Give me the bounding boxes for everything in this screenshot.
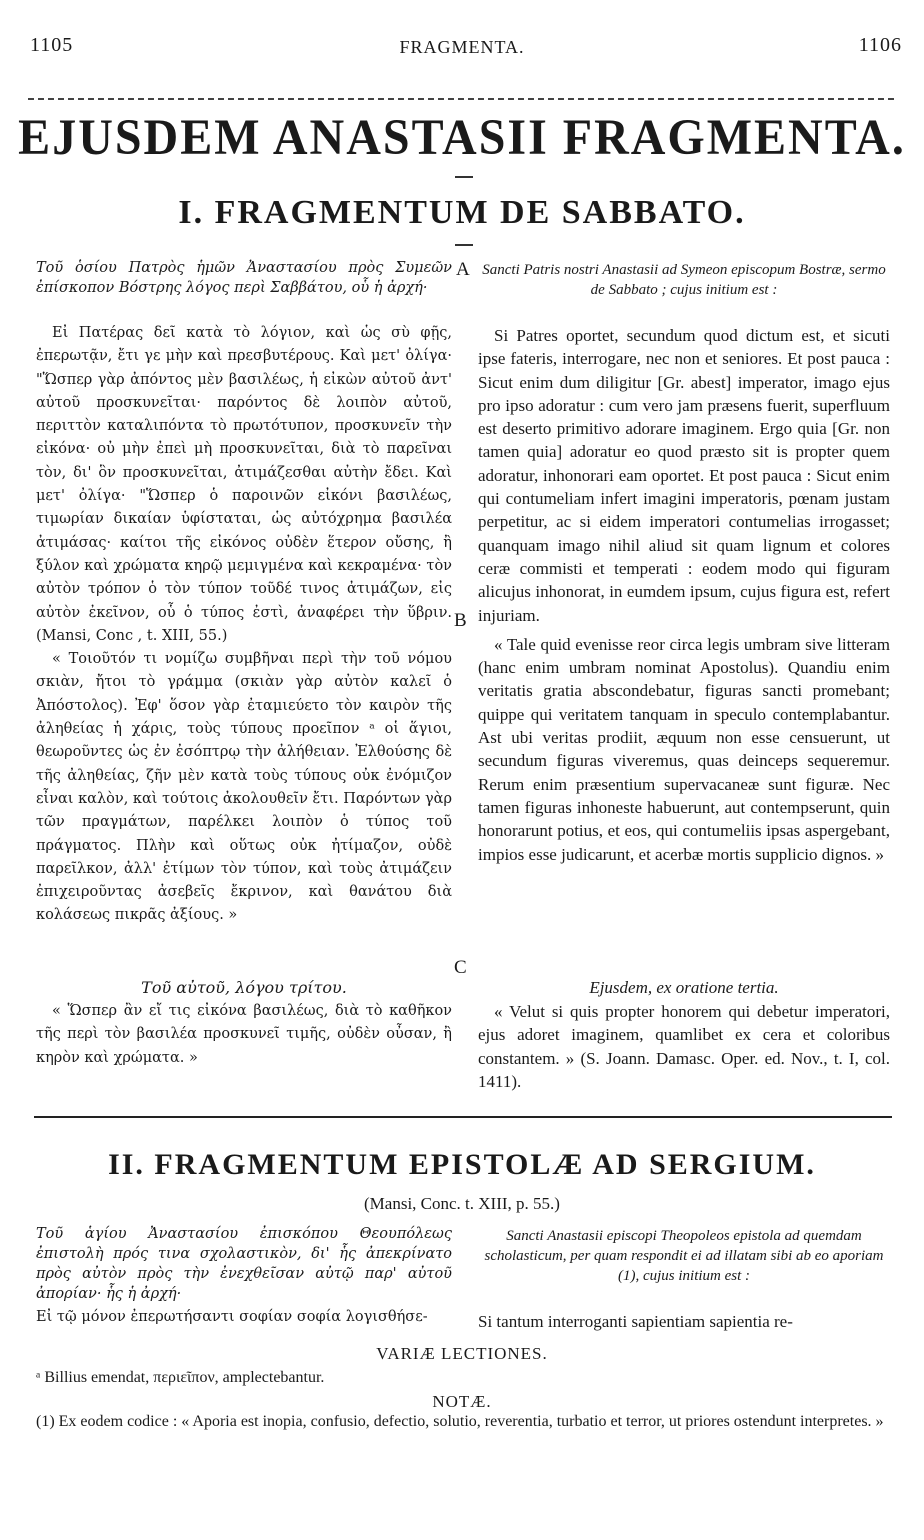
section2-latin-intro: Sancti Anastasii episcopi Theopoleos epistola ad quemdam scholasticum, per quam respondit ei ad illatam sibi ab eo aporiam (1), cujus initium est : <box>484 1228 884 1284</box>
latin-paragraph-3: « Velut si quis propter honorem qui debetur imperatori, ejus adoret imaginem, quamlibet ex cera et coloribus constantem. » (S. Joann. Damasc. Oper. ed. Nov., t. I, col. 1411). <box>478 1002 890 1091</box>
latin-paragraph-2: « Tale quid evenisse reor circa legis umbram sive litteram (hanc enim umbram nominat Apostolus). Quandiu enim veritatis gratia abscondebatur, figuras sancti promebant; quippe qui veritatem tanquam in speculo contemplabantur. Ast ubi veritas prodiit, æquum non esse censuerunt, ut secundum figuras viveremus, quas deinceps sequeremur. Rerum enim præsentium supervacaneæ sunt figuræ. Nec tamen figuras inhoneste habuerunt, aut contempserunt, quin honorarunt potius, et eos, qui contumeliis ipsas aspergebant, impios esse judicarunt, et acerbæ mortis supplicio dignos. » <box>478 634 890 864</box>
notae-text: (1) Ex eodem codice : « Aporia est inopia, confusio, defectio, solutio, reverentia, turbatio et terror, ut priores ostendunt interpretes. » <box>36 1413 884 1430</box>
latin-intro: Sancti Patris nostri Anastasii ad Symeon episcopum Bostræ, sermo de Sabbato ; cujus initium est : <box>482 262 886 298</box>
latin-column-2 <box>478 1000 890 1093</box>
section2-greek-intro: Τοῦ ἁγίου Ἀναστασίου ἐπισκόπου Θεουπόλεως ἐπιστολὴ πρός τινα σχολαστικὸν, δι' ἧς ἀπεκρίνατο πρὸς αὐτὸν πρὸς τὴν ἐνεχθεῖσαν αὐτῷ παρ' αὐτοῦ ἀπορίαν· ἧς ἡ ἀρχή· <box>36 1226 452 1302</box>
section2-greek-text: Εἰ τῷ μόνον ἐπερωτήσαντι σοφίαν σοφία λογισθήσε- <box>36 1309 428 1325</box>
latin-subheading: Ejusdem, ex oratione tertia. <box>589 978 779 997</box>
latin-column-1 <box>478 324 890 866</box>
greek-subheading: Τοῦ αὐτοῦ, λόγου τρίτου. <box>141 978 347 997</box>
latin-paragraph-1: Si Patres oportet, secundum quod dictum est, et sicuti ipse fateris, interrogare, nec non et seniores. Et post pauca : Sicut enim dum diligitur [Gr. abest] imperator, imago ejus pro ipso adoratur : cum vero jam præsens fuerit, superfluum est deserto primitivo adorare imaginem. Ergo quia [Gr. non tamen quia] adoratur eo quod præsto sit is propter quem adoratur, inhonorari eam oportet. Et post pauca : Sicut enim qui contumeliam infert imagini imperatoris, pœnam justam perpetitur, ac si eidem imperatori contumelias irrogasset; quanquam imago nihil aliud sit quam lignum et colores ceræ commisti et temperati : eodem modo qui figuram alicujus inhonorat, in eumdem ipsum, cujus figura est, refert injuriam. <box>478 326 890 625</box>
section1-separator <box>455 244 473 246</box>
greek-column-1 <box>36 322 452 928</box>
title-separator <box>455 176 473 178</box>
main-title: EJUSDEM ANASTASII FRAGMENTA. <box>18 109 906 166</box>
greek-intro: Τοῦ ὁσίου Πατρὸς ἡμῶν Ἀναστασίου πρὸς Συμεῶν ἐπίσκοπον Βόστρης λόγος περὶ Σαββάτου, οὗ ἡ ἀρχή· <box>36 260 452 296</box>
section2-latin-text: Si tantum interroganti sapientiam sapientia re- <box>478 1312 793 1331</box>
page-number-right: 1106 <box>858 34 902 56</box>
greek-paragraph-2: « Τοιοῦτόν τι νομίζω συμβῆναι περὶ τὴν τοῦ νόμου σκιὰν, ἤτοι τὸ γράμμα (σκιὰν γὰρ αὐτὸν καλεῖ ὁ Ἀπόστολος). Ἐφ' ὅσον γὰρ ἐταμιεύετο τὸν καιρὸν τῆς ἀληθείας ἡ χάρις, τοὺς τύπους προεῖπον ᵃ οἱ ἅγιοι, θεωροῦντες ὡς ἐν ἐσόπτρῳ τὴν ἀλήθειαν. Ἐλθούσης δὲ τῆς ἀληθείας, ζῆν μὲν κατὰ τοὺς τύπους οὐκ ἐνόμιζον εἶναι καλὸν, καὶ τούτοις ἀκολουθεῖν ἔτι. Παρόντων γὰρ τῶν πραγμάτων, παρέλκει λοιπὸν ὁ τύπος τοῦ πράγματος. Πλὴν καὶ οὕτως οὐκ ἠτίμαζον, οὐδὲ παρεῖλκον, ἀλλ' ἐτίμων τὸν τύπον, καὶ τοὺς ἀτιμάζειν ἐπιχειροῦντας ἀσεβεῖς ἔκρινον, καὶ θανάτου διὰ κολάσεως πικρᾶς ἀξίους. » <box>36 651 452 924</box>
column-marker-b: B <box>454 610 467 631</box>
header-rule <box>28 98 894 100</box>
variae-text: ᵃ Billius emendat, περιεῖπον, amplectebantur. <box>36 1369 325 1386</box>
section2-title: II. FRAGMENTUM EPISTOLÆ AD SERGIUM. <box>108 1148 816 1181</box>
page-number-left: 1105 <box>30 34 74 56</box>
column-marker-a: A <box>456 259 470 280</box>
column-marker-c: C <box>454 957 467 978</box>
section-divider <box>34 1116 892 1118</box>
section2-source: (Mansi, Conc. t. XIII, p. 55.) <box>364 1194 560 1213</box>
greek-column-2 <box>36 1000 452 1070</box>
greek-paragraph-3: « Ὥσπερ ἂν εἴ τις εἰκόνα βασιλέως, διὰ τὸ καθῆκον τῆς περὶ τὸν βασιλέα προσκυνεῖ τιμῆς, οὐδὲν οὖσαν, ἢ κηρὸν καὶ χρώματα. » <box>36 1003 452 1066</box>
running-title: FRAGMENTA. <box>399 37 525 57</box>
notae-heading: NOTÆ. <box>432 1392 492 1411</box>
variae-heading: VARIÆ LECTIONES. <box>376 1344 548 1363</box>
section1-title: I. FRAGMENTUM DE SABBATO. <box>178 194 746 231</box>
greek-paragraph-1: Εἰ Πατέρας δεῖ κατὰ τὸ λόγιον, καὶ ὡς σὺ φῇς, ἐπερωτᾷν, ἔτι γε μὴν καὶ πρεσβυτέρους. Καὶ μετ' ὀλίγα· "Ὥσπερ γὰρ ἀπόντος μὲν βασιλέως, ἡ εἰκὼν αὐτοῦ ἀντ' αὐτοῦ προσκυνεῖται· παρόντος δὲ λοιπὸν αὐτοῦ, περιττὸν καταλιπόντα τὸ πρωτότυπον, προσκυνεῖν τὴν εἰκόνα· οὐ μὴν ἐπεὶ μὴ προσκυνεῖται, διὰ τὸ παρεῖναι τὸν, δι' ὃν προσκυνεῖται, ἀτιμάζεσθαι αὐτὴν ἔδει. Καὶ μετ' ὀλίγα· "Ὥσπερ ὁ παροινῶν εἰκόνι βασιλέως, τιμωρίαν δικαίαν ὑφίσταται, ὡς αὐτόχρημα βασιλέα ἀτιμάσας· καίτοι τῆς εἰκόνος οὐδὲν ἕτερον οὔσης, ἢ ξύλον καὶ χρώματα κηρῷ μεμιγμένα καὶ κεκραμένα· τὸν αὐτὸν τρόπον ὁ τὸν τύπον τοῦδέ τινος ἀτιμάζων, εἰς αὐτὸν ἐκεῖνον, οὗ ὁ τύπος ἐστὶ, ἀναφέρει τὴν ὕβριν. (Mansi, Conc , t. XIII, 55.) <box>36 325 452 644</box>
